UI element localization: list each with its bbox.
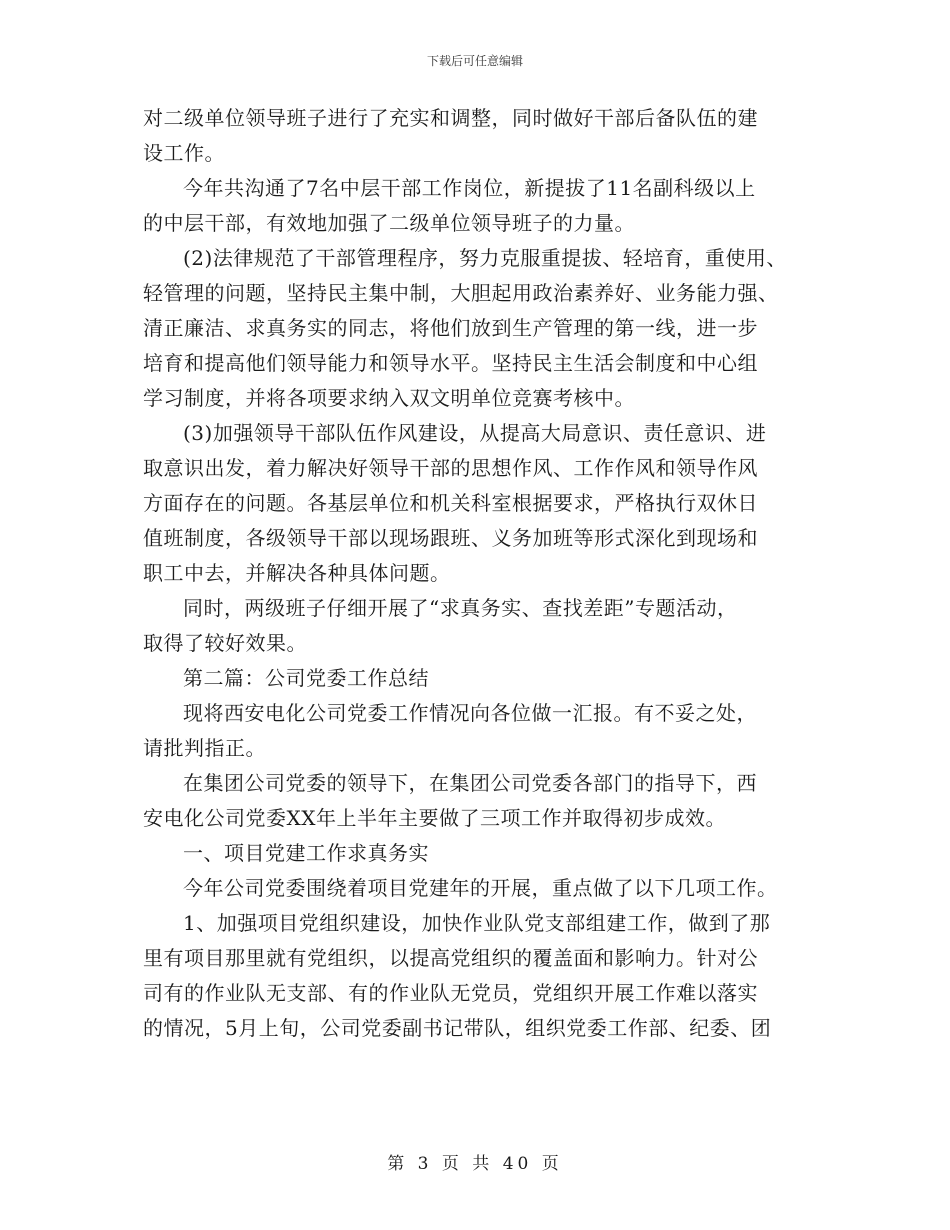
paragraph [143,871,823,906]
paragraph [143,591,823,661]
text-line: 取得了较好效果。 [143,631,307,655]
page-header: 下载后可任意编辑 [426,54,523,68]
text-line: 同时，两级班子仔细开展了“求真务实、查找差距”专题活动， [183,596,738,620]
text-line: 请批判指正。 [143,736,266,760]
text-line: 轻管理的问题，坚持民主集中制，大胆起用政治素养好、业务能力强、 [143,281,779,305]
text-line: 里有项目那里就有党组织，以提高党组织的覆盖面和影响力。针对公 [143,946,758,970]
text-line: 取意识出发，着力解决好领导干部的思想作风、工作作风和领导作风 [143,456,758,480]
text-line: 值班制度，各级领导干部以现场跟班、义务加班等形式深化到现场和 [143,526,758,550]
paragraph [143,171,823,241]
text-line: 对二级单位领导班子进行了充实和调整，同时做好干部后备队伍的建 [143,106,758,130]
text-line: 司有的作业队无支部、有的作业队无党员，党组织开展工作难以落实 [143,981,758,1005]
text-line: 安电化公司党委XX年上半年主要做了三项工作并取得初步成效。 [143,806,726,830]
text-line: (3)加强领导干部队伍作风建设，从提高大局意识、责任意识、进 [183,421,767,445]
page-footer: 第 3 页 共 40 页 [387,1154,563,1174]
text-line: 一、项目党建工作求真务实 [183,841,429,865]
section-heading [143,836,823,871]
paragraph [143,906,823,1046]
text-line: 学习制度，并将各项要求纳入双文明单位竞赛考核中。 [143,386,635,410]
text-line: 在集团公司党委的领导下，在集团公司党委各部门的指导下，西 [183,771,757,795]
paragraph [143,416,823,591]
text-line: 培育和提高他们领导能力和领导水平。坚持民主生活会制度和中心组 [143,351,758,375]
text-line: 的情况，5月上旬，公司党委副书记带队，组织党委工作部、纪委、团 [143,1016,772,1040]
text-line: 方面存在的问题。各基层单位和机关科室根据要求，严格执行双休日 [143,491,758,515]
paragraph [143,101,823,171]
section-heading [143,661,823,696]
paragraph [143,696,823,766]
text-line: (2)法律规范了干部管理程序，努力克服重提拔、轻培育，重使用、 [183,246,787,270]
text-line: 清正廉洁、求真务实的同志，将他们放到生产管理的第一线，进一步 [143,316,758,340]
text-line: 今年共沟通了7名中层干部工作岗位，新提拔了11名副科级以上 [183,176,756,200]
text-line: 第二篇：公司党委工作总结 [183,666,429,690]
text-line: 1、加强项目党组织建设，加快作业队党支部组建工作，做到了那 [183,911,771,935]
document-body [143,101,823,1046]
text-line: 设工作。 [143,141,225,165]
text-line: 现将西安电化公司党委工作情况向各位做一汇报。有不妥之处， [183,701,757,725]
text-line: 今年公司党委围绕着项目党建年的开展，重点做了以下几项工作。 [183,876,778,900]
text-line: 职工中去，并解决各种具体问题。 [143,561,451,585]
text-line: 的中层干部，有效地加强了二级单位领导班子的力量。 [143,211,635,235]
paragraph [143,241,823,416]
paragraph [143,766,823,836]
